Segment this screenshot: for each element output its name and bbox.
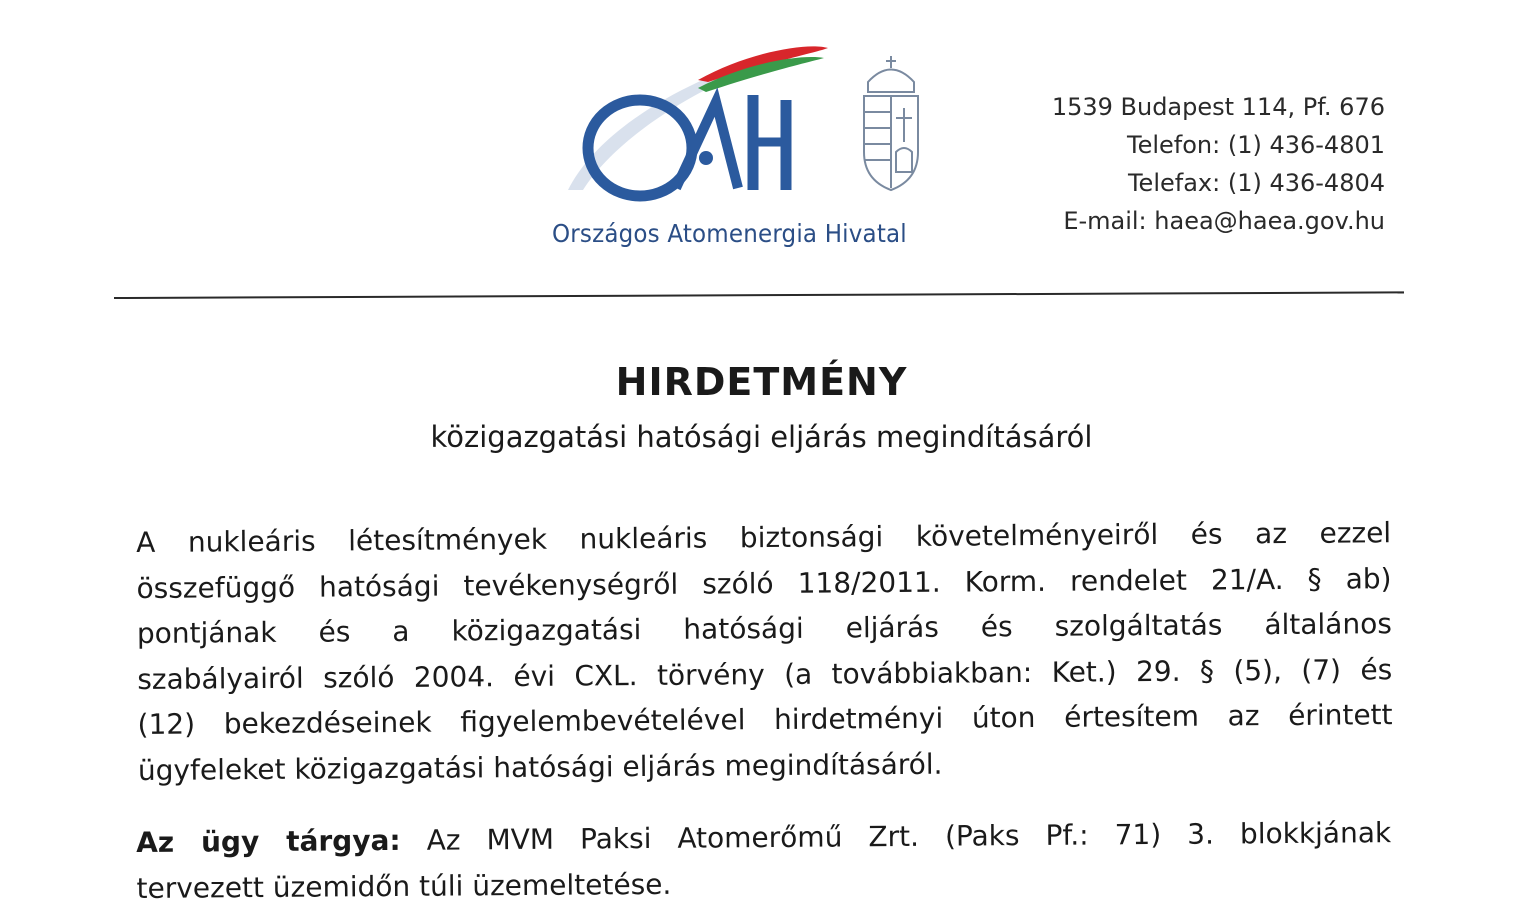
subject-line (136, 810, 1391, 866)
paragraph-line: szabályairól szóló 2004. évi CXL. törvény (a továbbiakban: Ket.) 29. § (5), (7) és (137, 652, 1393, 696)
document-title: HIRDETMÉNY (615, 360, 908, 404)
email: E-mail: haea@haea.gov.hu (1063, 207, 1385, 235)
header-divider (114, 291, 1404, 299)
contact-info (1052, 88, 1385, 240)
fax: Telefax: (1) 436-4804 (1127, 169, 1385, 197)
paragraph-line: ügyfeleket közigazgatási hatósági eljárás megindításáról. (137, 747, 943, 787)
coat-of-arms-icon (856, 52, 926, 192)
body-paragraph (136, 510, 1393, 793)
document-subtitle: közigazgatási hatósági eljárás megindításáról (430, 420, 1093, 454)
subject-paragraph (136, 810, 1392, 912)
paragraph-line: összefüggő hatósági tevékenységről szóló 118/2011. Korm. rendelet 21/A. § ab) (136, 561, 1392, 605)
subject-label: Az ügy tárgya: (136, 823, 401, 859)
address: 1539 Budapest 114, Pf. 676 (1051, 93, 1385, 121)
phone: Telefon: (1) 436-4801 (1126, 131, 1385, 159)
subject-line-2: tervezett üzemidőn túli üzemeltetése. (136, 867, 672, 905)
subject-text: Az MVM Paksi Atomerőmű Zrt. (Paks Pf.: 71) 3. blokkjának (426, 816, 1392, 857)
paragraph-line: pontjának és a közigazgatási hatósági eljárás és szolgáltatás általános (136, 607, 1392, 650)
org-name: Országos Atomenergia Hivatal (552, 219, 907, 248)
paragraph-line: (12) bekezdéseinek figyelembevételével hirdetményi úton értesítem az érintett (137, 698, 1393, 741)
paragraph-line: A nukleáris létesítmények nukleáris biztonsági követelményeiről és az ezzel (136, 516, 1392, 559)
